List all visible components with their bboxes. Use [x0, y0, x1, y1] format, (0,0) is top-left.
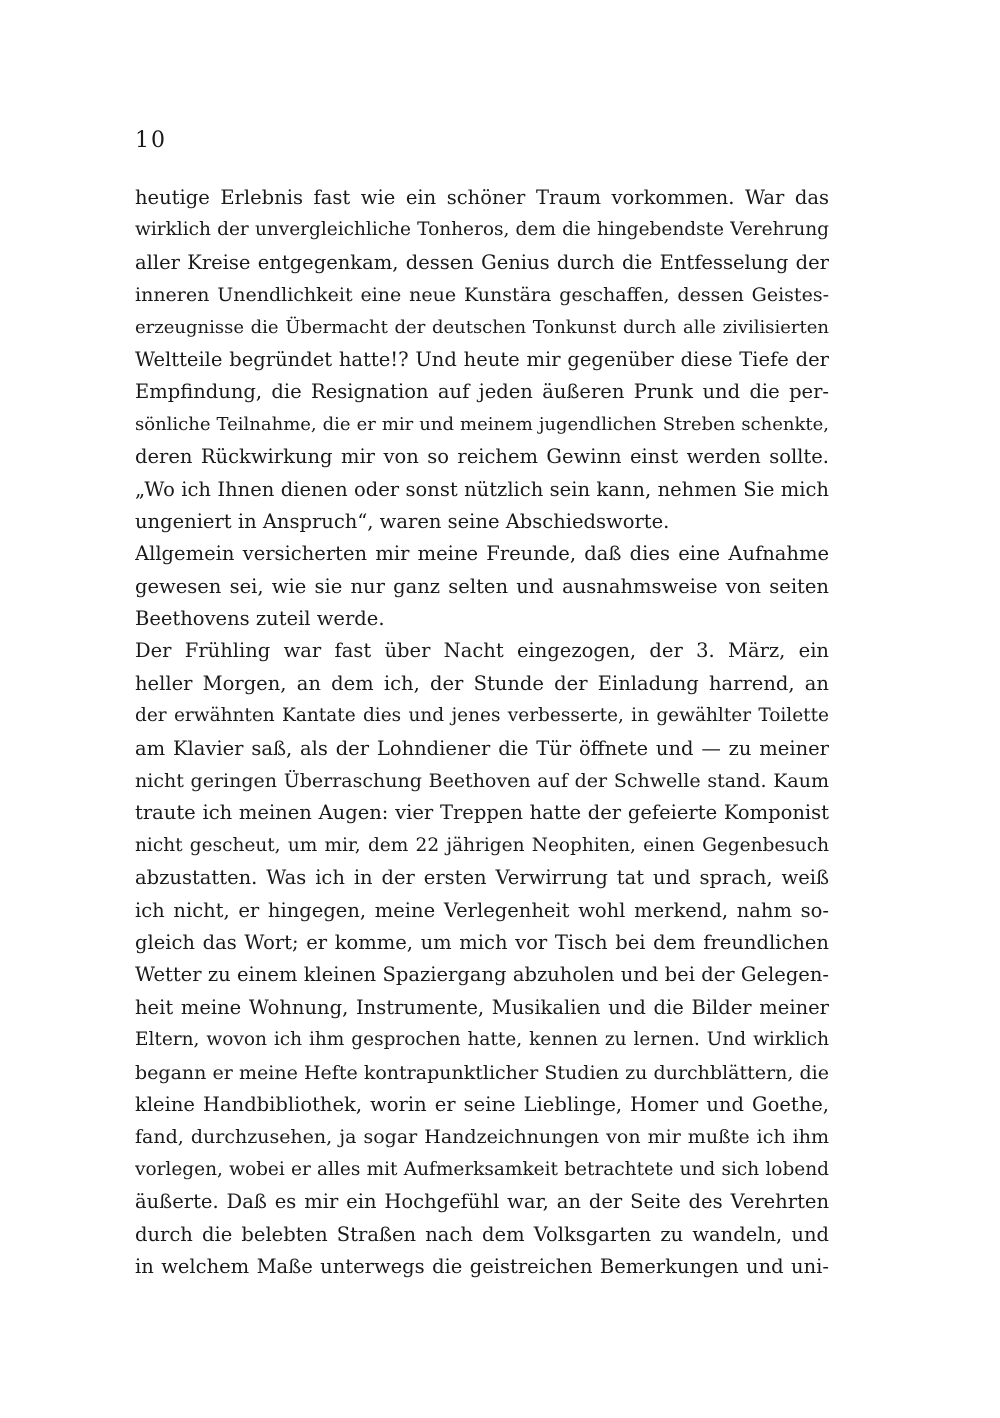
text-line: vorlegen, wobei er alles mit Aufmerksamkeit betrachtete und sich lobend — [135, 1158, 829, 1180]
text-line: heutige Erlebnis fast wie ein schöner Traum vorkommen. War das — [135, 186, 829, 209]
text-line: Weltteile begründet hatte!? Und heute mir gegenüber diese Tiefe der — [135, 347, 829, 371]
text-line: traute ich meinen Augen: vier Treppen hatte der gefeierte Komponist — [135, 801, 829, 825]
text-line: ich nicht, er hingegen, meine Verlegenheit wohl merkend, nahm so- — [135, 898, 829, 922]
text-line: wirklich der unvergleichliche Tonheros, dem die hingebendste Verehrung — [135, 219, 829, 241]
text-line: inneren Unendlichkeit eine neue Kunstära geschaffen, dessen Geistes- — [135, 284, 829, 307]
text-line: heit meine Wohnung, Instrumente, Musikalien und die Bilder meiner — [135, 995, 829, 1019]
text-line: am Klavier saß, als der Lohndiener die Tür öffnete und — zu meiner — [135, 736, 829, 760]
text-line: kleine Handbibliothek, worin er seine Lieblinge, Homer und Goethe, — [135, 1092, 829, 1116]
text-line: gewesen sei, wie sie nur ganz selten und ausnahmsweise von seiten — [135, 574, 829, 598]
text-line: durch die belebten Straßen nach dem Volksgarten zu wandeln, und — [135, 1222, 829, 1246]
text-line: Beethovens zuteil werde. — [135, 607, 385, 631]
text-line: sönliche Teilnahme, die er mir und meinem jugendlichen Streben schenkte, — [135, 413, 829, 435]
text-line: heller Morgen, an dem ich, der Stunde der Einladung harrend, an — [135, 671, 829, 695]
body-text — [135, 182, 829, 1283]
text-line: fand, durchzusehen, ja sogar Handzeichnungen von mir mußte ich ihm — [135, 1126, 829, 1149]
text-line: Wetter zu einem kleinen Spaziergang abzuholen und bei der Gelegen- — [135, 963, 829, 987]
text-line: ungeniert in Anspruch“, waren seine Abschiedsworte. — [135, 509, 670, 533]
text-line: Empfindung, die Resignation auf jeden äußeren Prunk und die per- — [135, 380, 829, 404]
text-line: in welchem Maße unterwegs die geistreichen Bemerkungen und uni- — [135, 1254, 829, 1278]
text-line: deren Rückwirkung mir von so reichem Gewinn einst werden sollte. — [135, 445, 829, 469]
text-line: erzeugnisse die Übermacht der deutschen Tonkunst durch alle zivilisierten — [135, 316, 829, 338]
text-line: abzustatten. Was ich in der ersten Verwirrung tat und sprach, weiß — [135, 866, 829, 890]
text-line: Allgemein versicherten mir meine Freunde, daß dies eine Aufnahme — [135, 542, 829, 566]
page-number: 10 — [135, 128, 167, 153]
text-line: Eltern, wovon ich ihm gesprochen hatte, kennen zu lernen. Und wirklich — [135, 1029, 829, 1051]
text-line: nicht gescheut, um mir, dem 22 jährigen Neophiten, einen Gegenbesuch — [135, 834, 829, 856]
text-line: Der Frühling war fast über Nacht eingezogen, der 3. März, ein — [135, 639, 829, 663]
text-line: nicht geringen Überraschung Beethoven auf der Schwelle stand. Kaum — [135, 770, 829, 793]
text-line: der erwähnten Kantate dies und jenes verbesserte, in gewählter Toilette — [135, 705, 829, 727]
text-line: aller Kreise entgegenkam, dessen Genius durch die Entfesselung der — [135, 250, 829, 274]
text-line: äußerte. Daß es mir ein Hochgefühl war, an der Seite des Verehrten — [135, 1190, 829, 1214]
text-line: „Wo ich Ihnen dienen oder sonst nützlich sein kann, nehmen Sie mich — [135, 477, 829, 501]
text-line: begann er meine Hefte kontrapunktlicher Studien zu durchblättern, die — [135, 1061, 829, 1084]
text-line: gleich das Wort; er komme, um mich vor Tisch bei dem freundlichen — [135, 930, 829, 954]
